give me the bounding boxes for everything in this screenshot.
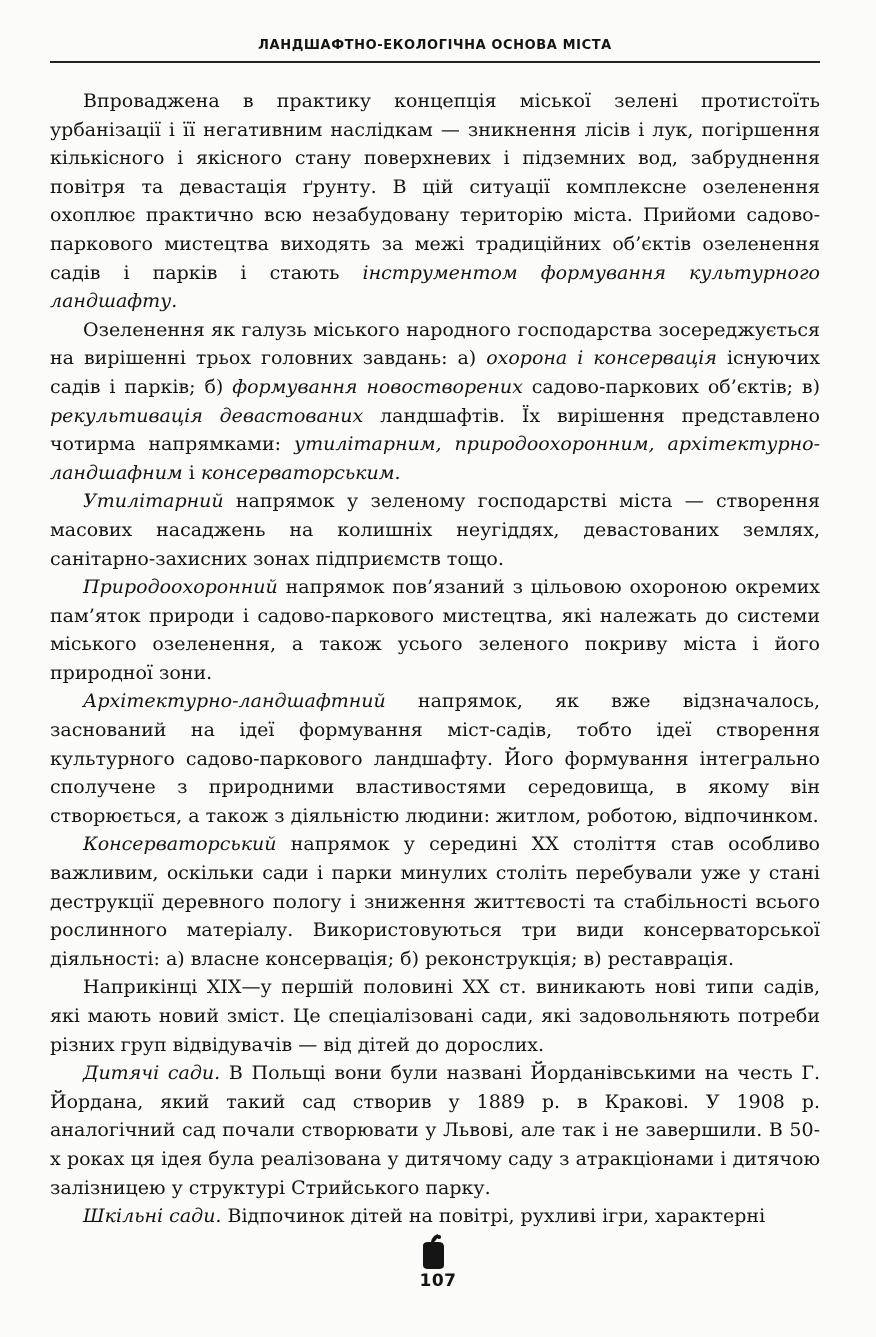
text-run: садово-паркових об’єктів; в) [522,375,820,398]
italic-term: Шкільні сади. [83,1205,222,1228]
running-header: ЛАНДШАФТНО-ЕКОЛОГІЧНА ОСНОВА МІСТА [258,38,612,53]
text-run: напрямок пов’язаний з цільовою охороною окремих пам’яток природи і садово-паркового мистецтва, які належать до системи міського озеленення, а також усього зеленого покриву міста і його природної зони. [50,576,820,684]
paragraph [50,573,820,687]
paragraph [50,487,820,573]
text-run: Озеленення як галузь міського народного господарства зосереджується на вирішенні трьох головних завдань: а) [50,318,820,370]
text-run: Відпочинок дітей на повітрі, рухливі ігри, характерні [221,1205,766,1228]
text-run: Наприкінці XIX—у першій половині XX ст. виникають нові типи садів, які мають новий зміст. Це спеціалізовані сади, які задовольняють потреби різних груп відвідувачів — від дітей до дорослих. [50,976,820,1056]
body-text [50,87,820,1231]
publisher-mark-icon [419,1232,447,1270]
paragraph [50,973,820,1059]
paragraph [50,87,820,316]
paragraph [50,1202,820,1231]
page-number: 107 [419,1271,457,1291]
italic-term: Архітектурно-ландшафтний [83,690,386,713]
text-run: напрямок у зеленому господарстві міста — створення масових насаджень на колишніх неугіддях, девастованих землях, санітарно-захисних зонах підприємств тощо. [50,490,820,570]
header-rule [50,61,820,63]
italic-term: рекультивація девастованих [50,404,364,427]
text-run: і [182,461,201,484]
italic-term: Консерваторський [83,833,277,856]
text-run: ландшафтів. Їх вирішення представлено чотирма напрямками: [50,404,820,456]
text-run: існуючих садів і парків; б) [50,347,820,398]
text-run: напрямок у середині XX століття став особливо важливим, оскільки сади і парки минулих століть перебували уже у стані деструкції деревного пологу і зниження життєвості та стабільності всього рослинного матеріалу. Використовуються три види консерваторської діяльності: а) власне консервація; б) реконструкція; в) реставрація. [50,833,820,970]
paragraph [50,1059,820,1202]
italic-term: формування новостворених [232,375,523,398]
text-run: В Польщі вони були названі Йорданівськими на честь Г. Йордана, який такий сад створив у 1889 р. в Кракові. У 1908 р. аналогічний сад почали створювати у Львові, але так і не завершили. В 50-х роках ця ідея була реалізована у дитячому саду з атракціонами і дитячою залізницею у структурі Стрийського парку. [50,1062,820,1199]
italic-term: інструментом формування культурного ландшафту. [50,261,820,313]
italic-term: консерваторським. [200,461,401,484]
paragraph [50,687,820,830]
italic-term: охорона і консервація [486,347,717,370]
italic-term: утилітарним, природоохоронним, архітектурно-ландшафним [50,433,820,484]
text-run: Впроваджена в практику концепція міської зелені протистоїть урбанізації і її негативним наслідкам — зникнення лісів і лук, погіршення кількісного і якісного стану поверхневих і підземних вод, забруднення повітря та девастація ґрунту. В цій ситуації комплексне озеленення охоплює практично всю незабудовану територію міста. Прийоми садово-паркового мистецтва виходять за межі традиційних об’єктів озеленення садів і парків і стають [50,90,820,284]
italic-term: Природоохоронний [83,576,278,599]
italic-term: Утилітарний [83,490,224,513]
paragraph [50,830,820,973]
text-run: напрямок, як вже відзначалось, заснований на ідеї формування міст-садів, тобто ідеї створення культурного садово-паркового ландшафту. Його формування інтегрально сполучене з природними властивостями середовища, в якому він створюється, а також з діяльністю людини: житлом, роботою, відпочинком. [50,690,820,827]
paragraph [50,316,820,488]
italic-term: Дитячі сади. [83,1062,221,1085]
